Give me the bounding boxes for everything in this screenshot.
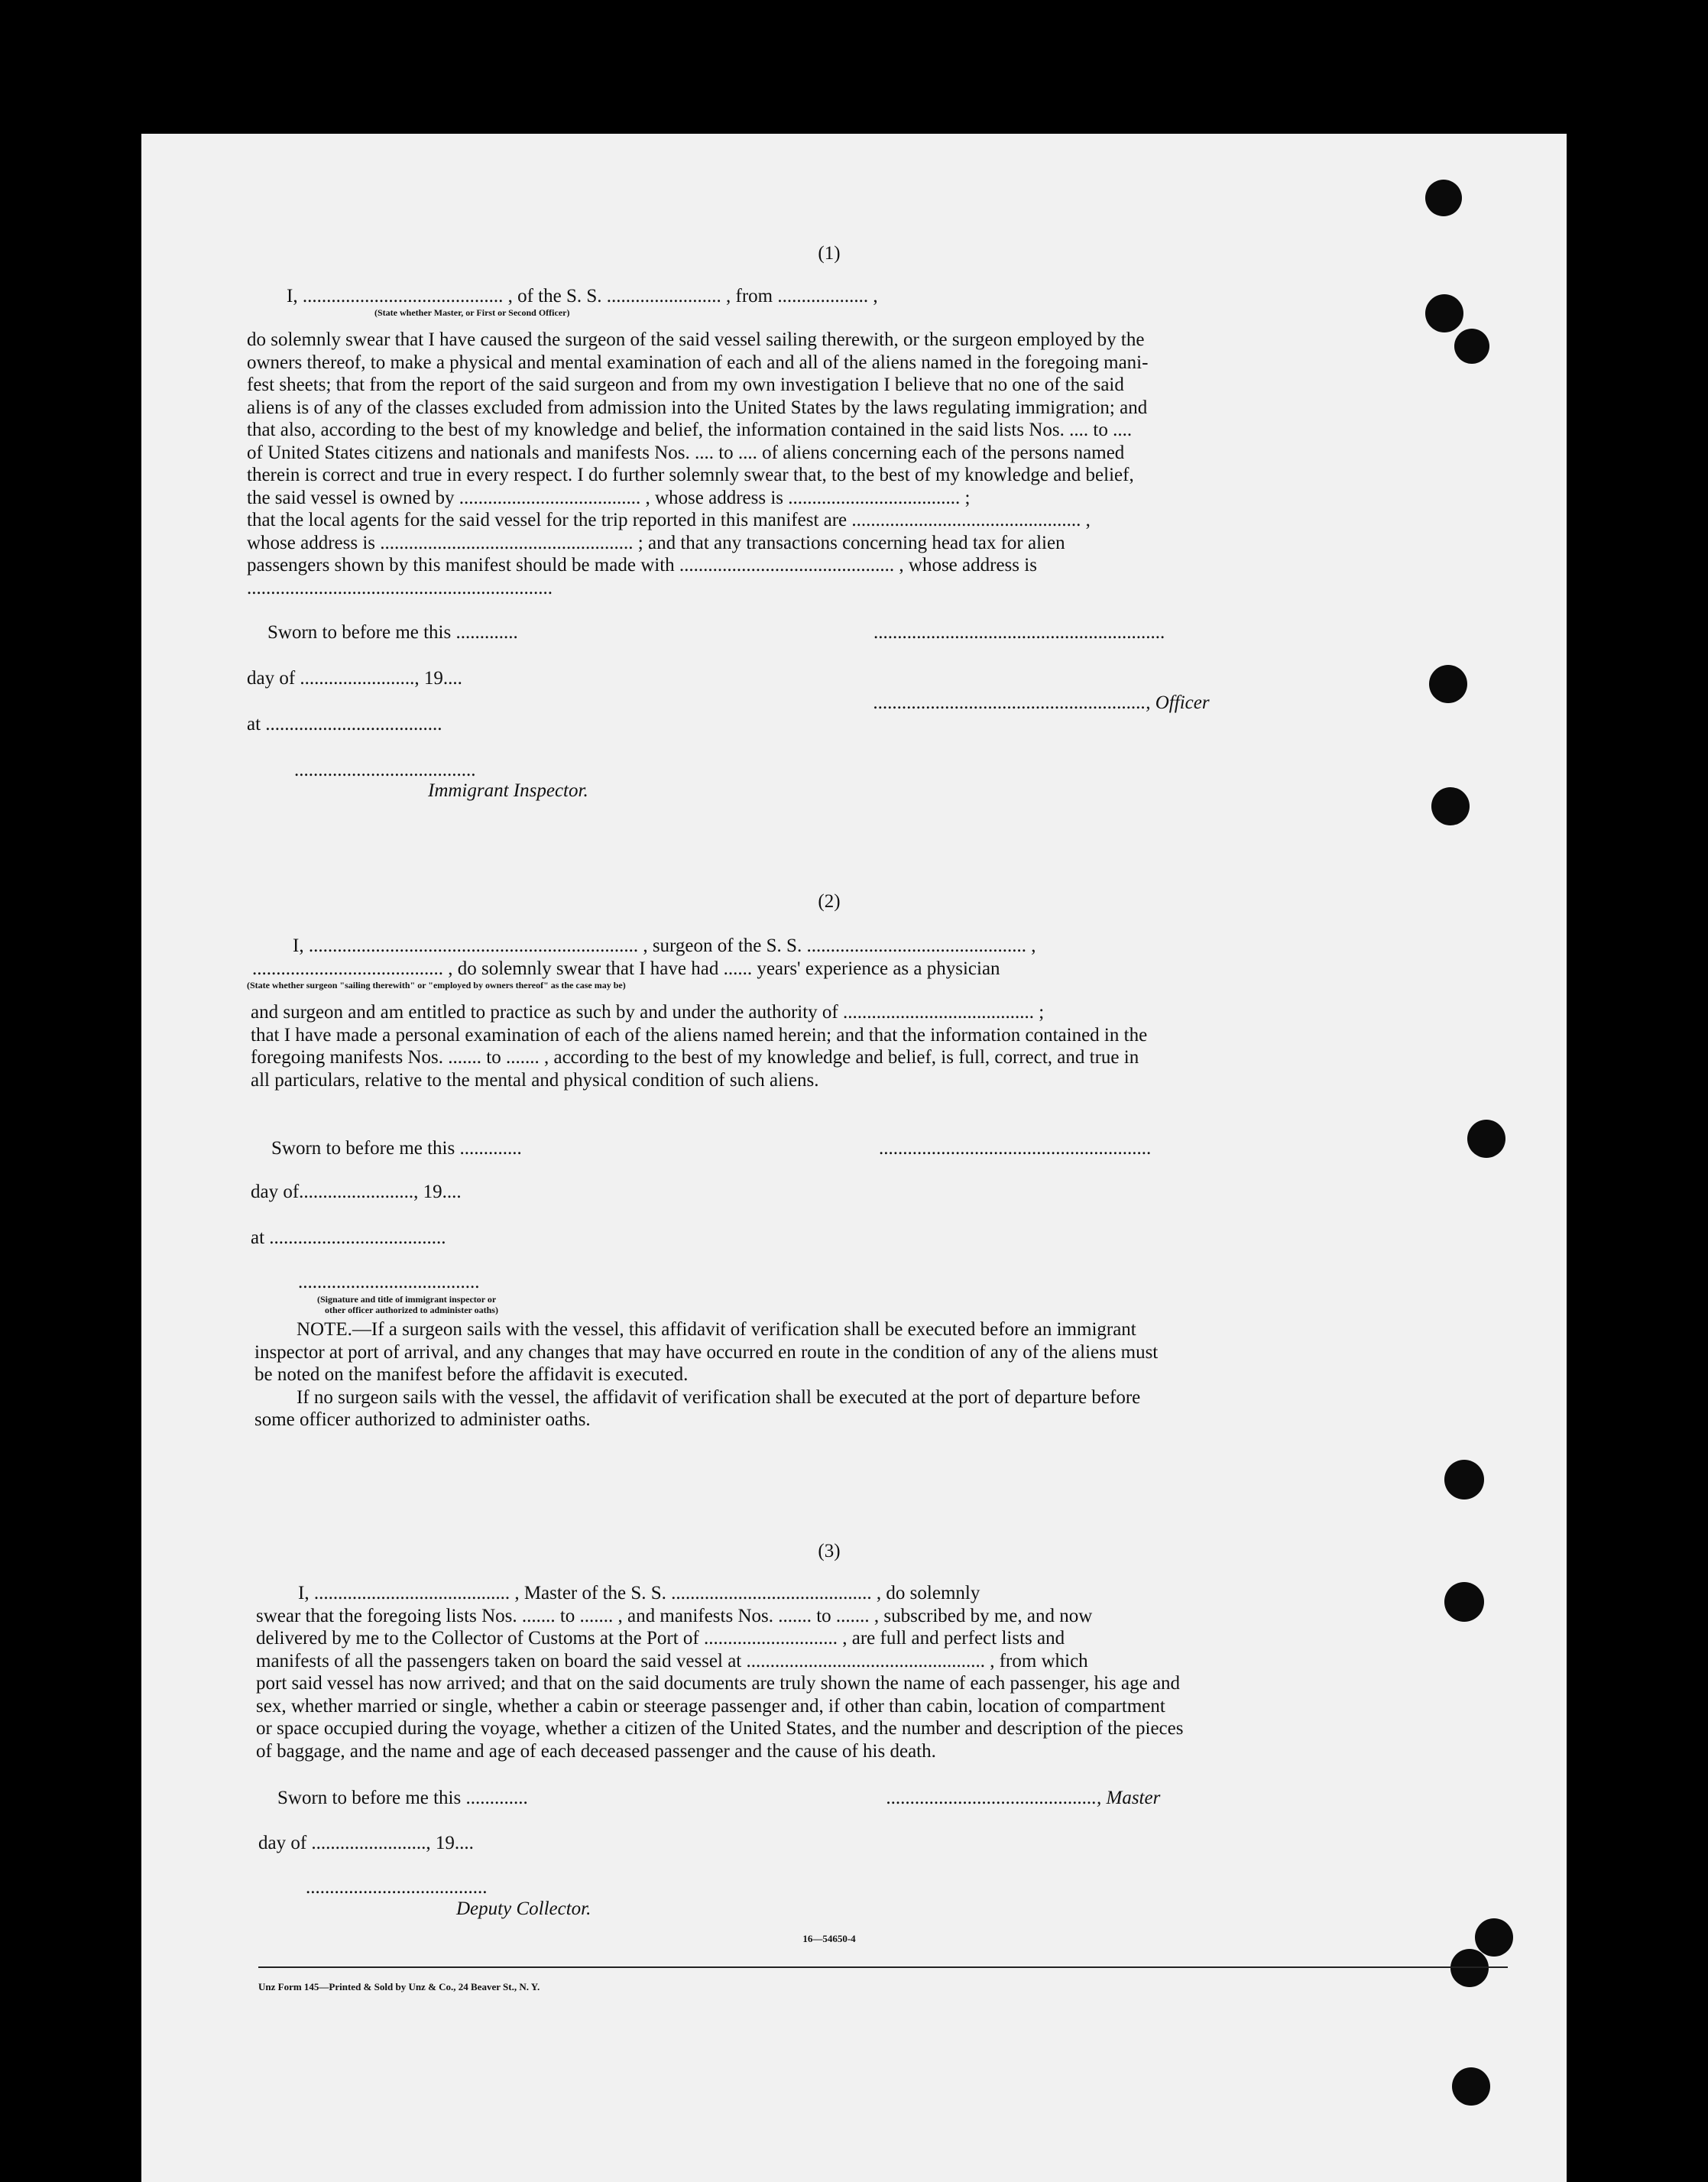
- section-2-inspector-signature: ......................................: [298, 1272, 480, 1292]
- section-2-body: and surgeon and am entitled to practice as such by and under the authority of ........................................ ; that I have made a personal examination of each of the aliens named herein; and that the information contained in the foregoing manifests Nos. ....... to ....... , according to the best of my knowledge and belief, is full, correct, and true in all particulars, relative to the mental and physical condition of such aliens.: [251, 1002, 1148, 1091]
- punch-hole: [1425, 294, 1463, 332]
- section-2-inspector-note: (Signature and title of immigrant inspector or: [317, 1294, 497, 1305]
- section-2-at: at .....................................: [251, 1227, 446, 1248]
- footer-rule: [258, 1966, 1508, 1968]
- punch-hole: [1475, 1918, 1513, 1957]
- section-1-sworn: Sworn to before me this .............: [267, 622, 518, 643]
- punch-hole: [1452, 2067, 1490, 2106]
- section-1-body: do solemnly swear that I have caused the surgeon of the said vessel sailing therewith, or the surgeon employed by the owners thereof, to make a physical and mental examination of each and all of the aliens named in the foregoing mani- fest sheets; that from the report of the said surgeon and from my own investigation I believe that no one of the said aliens is of any of the classes excluded from admission into the United States by the laws regulating immigration; and that also, according to the best of my knowledge and belief, the information contained in the said lists Nos. .... to .... of United States citizens and nationals and manifests Nos. .... to .... of aliens concerning each of the persons named therein is correct and true in every respect. I do further solemnly swear that, to the best of my knowledge and belief, the said vessel is owned by ...................................... , whose address is .................................... ; that the local agents for the said vessel for the trip reported in this manifest are ................................................ , whose address is ..................................................... ; and that any transactions concerning head tax for alien passengers shown by this manifest should be made with ............................................. , whose address is ................................................................: [247, 329, 1149, 598]
- punch-hole: [1429, 665, 1467, 703]
- punch-hole: [1444, 1460, 1484, 1500]
- section-3-sworn: Sworn to before me this .............: [277, 1788, 528, 1808]
- section-1-inspector-title: Immigrant Inspector.: [428, 780, 588, 801]
- section-1-officer-line: .............................................................: [873, 622, 1165, 643]
- section-2-line2: ........................................ , do solemnly swear that I have had ...... years' experience as a physician: [252, 958, 1000, 979]
- section-1-day-of: day of ........................, 19....: [247, 668, 462, 689]
- section-3-collector-title: Deputy Collector.: [456, 1898, 591, 1919]
- section-2-line1: I, ..................................................................... , surgeon of the S. S. .............................................. ,: [293, 935, 1036, 956]
- section-2-number: (2): [818, 891, 841, 912]
- footer-imprint: Unz Form 145—Printed & Sold by Unz & Co., 24 Beaver St., N. Y.: [258, 1981, 540, 1992]
- section-2-inspector-note: other officer authorized to administer oaths): [325, 1305, 498, 1315]
- section-1-officer-signature: ........................................................., Officer: [873, 692, 1210, 713]
- section-3-number: (3): [818, 1541, 841, 1561]
- section-3-body: I, ......................................... , Master of the S. S. .......................................... , do solemnly swear that the foregoing lists Nos. ....... to ....... , and manifests Nos. ....... to ....... , subscribed by me, and now delivered by me to the Collector of Customs at the Port of ............................ , are full and perfect lists and manifests of all the passengers taken on board the said vessel at .................................................. , from which port said vessel has now arrived; and that on the said documents are truly shown the name of each passenger, his age and sex, whether married or single, whether a cabin or steerage passenger and, if other than cabin, location of compartment or space occupied during the voyage, whether a citizen of the United States, and the number and description of the pieces of baggage, and the name and age of each deceased passenger and the cause of his death.: [256, 1583, 1184, 1762]
- punch-hole: [1467, 1120, 1505, 1158]
- punch-hole: [1450, 1949, 1489, 1987]
- section-2-note: NOTE.—If a surgeon sails with the vessel, this affidavit of verification shall be executed before an immigrant inspector at port of arrival, and any changes that may have occurred en route in the condition of any of the aliens must be noted on the manifest before the affidavit is executed. If no surgeon sails with the vessel, the affidavit of verification shall be executed at the port of departure before some officer authorized to administer oaths.: [254, 1319, 1159, 1430]
- section-2-surgeon-signature: .........................................................: [879, 1138, 1152, 1159]
- section-1-opening: I, .......................................... , of the S. S. ........................ , from ................... ,: [287, 286, 878, 306]
- section-1-number: (1): [818, 243, 841, 264]
- section-2-sworn: Sworn to before me this .............: [271, 1138, 522, 1159]
- section-1-opening-note: (State whether Master, or First or Second Officer): [374, 307, 570, 318]
- section-1-inspector-signature: ......................................: [294, 760, 476, 780]
- section-3-master-signature: ............................................, Master: [886, 1788, 1161, 1808]
- form-code: 16—54650-4: [802, 1933, 856, 1944]
- section-3-collector-signature: ......................................: [306, 1877, 488, 1898]
- form-page: [141, 134, 1567, 2182]
- punch-hole: [1431, 787, 1470, 825]
- section-2-day-of: day of........................, 19....: [251, 1182, 462, 1202]
- section-1-at: at .....................................: [247, 714, 442, 734]
- section-2-line2-note: (State whether surgeon "sailing therewith" or "employed by owners thereof" as the case may be): [247, 980, 626, 990]
- section-3-day-of: day of ........................, 19....: [258, 1833, 474, 1853]
- punch-hole: [1425, 180, 1462, 216]
